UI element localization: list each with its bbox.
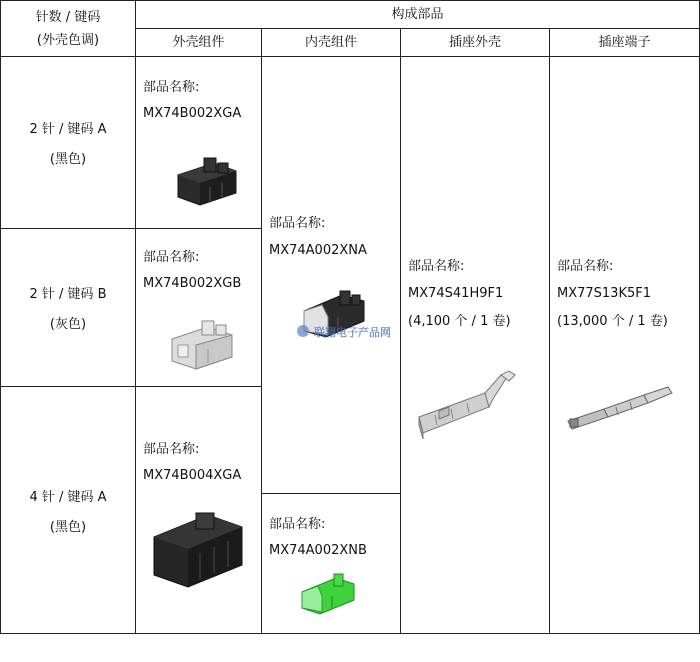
part-name-label: 部品名称: — [143, 80, 200, 95]
black-4pin-housing-image — [150, 505, 246, 589]
black-2pin-housing-image — [170, 153, 240, 209]
row-color: (黑色) — [49, 152, 87, 167]
outer-housing-cell-3 — [135, 386, 262, 634]
packaging-quantity: (4,100 个 / 1 卷) — [408, 314, 511, 329]
header-socket-terminal-label: 插座端子 — [598, 35, 651, 50]
header-outer-housing — [135, 28, 262, 57]
outer-housing-cell-1 — [135, 56, 262, 229]
socket-shell-image — [415, 367, 525, 443]
packaging-quantity: (13,000 个 / 1 卷) — [557, 314, 668, 329]
part-number: MX74B002XGA — [143, 106, 242, 121]
row-pin-key: 4 针 / 键码 A — [29, 489, 107, 505]
part-number: MX74B004XGA — [143, 468, 242, 483]
row-pin-key: 2 针 / 键码 A — [29, 122, 107, 137]
part-name-label: 部品名称: — [269, 517, 326, 532]
part-number: MX77S13K5F1 — [557, 286, 652, 301]
socket-terminal-cell — [549, 56, 700, 634]
header-inner-housing — [261, 28, 401, 57]
row-color: (灰色) — [49, 317, 87, 332]
inner-housing-cell-1 — [261, 56, 401, 494]
row-label-3 — [0, 386, 136, 634]
part-number: MX74A002XNB — [269, 543, 367, 558]
part-number: MX74A002XNA — [269, 243, 367, 258]
part-number: MX74S41H9F1 — [408, 286, 504, 301]
header-socket-shell — [400, 28, 550, 57]
row-label-1 — [0, 56, 136, 229]
grey-2pin-housing-image — [166, 315, 238, 371]
part-number: MX74B002XGB — [143, 276, 242, 291]
row-pin-key: 2 针 / 键码 B — [29, 287, 107, 302]
header-pin-key — [0, 0, 136, 57]
part-name-label: 部品名称: — [557, 259, 614, 274]
part-name-label: 部品名称: — [143, 250, 200, 265]
inner-housing-cell-2 — [261, 493, 401, 634]
header-inner-housing-label: 内壳组件 — [304, 35, 357, 50]
row-label-2 — [0, 228, 136, 387]
header-pin-key-label: 针数 / 键码 — [35, 9, 101, 25]
header-components-label: 构成部品 — [391, 7, 444, 22]
row-color: (黑色) — [49, 519, 87, 535]
header-components — [135, 0, 700, 29]
green-inner-housing-image — [298, 570, 358, 618]
outer-housing-cell-2 — [135, 228, 262, 387]
socket-terminal-image — [564, 373, 680, 433]
header-housing-color-label: (外壳色调) — [36, 32, 100, 48]
watermark-text: 联翔电子产品网 — [314, 326, 391, 339]
socket-shell-cell — [400, 56, 550, 634]
header-socket-shell-label: 插座外壳 — [448, 35, 501, 50]
part-name-label: 部品名称: — [143, 442, 200, 457]
header-socket-terminal — [549, 28, 700, 57]
part-name-label: 部品名称: — [408, 259, 465, 274]
part-name-label: 部品名称: — [269, 216, 326, 231]
header-outer-housing-label: 外壳组件 — [172, 35, 225, 50]
